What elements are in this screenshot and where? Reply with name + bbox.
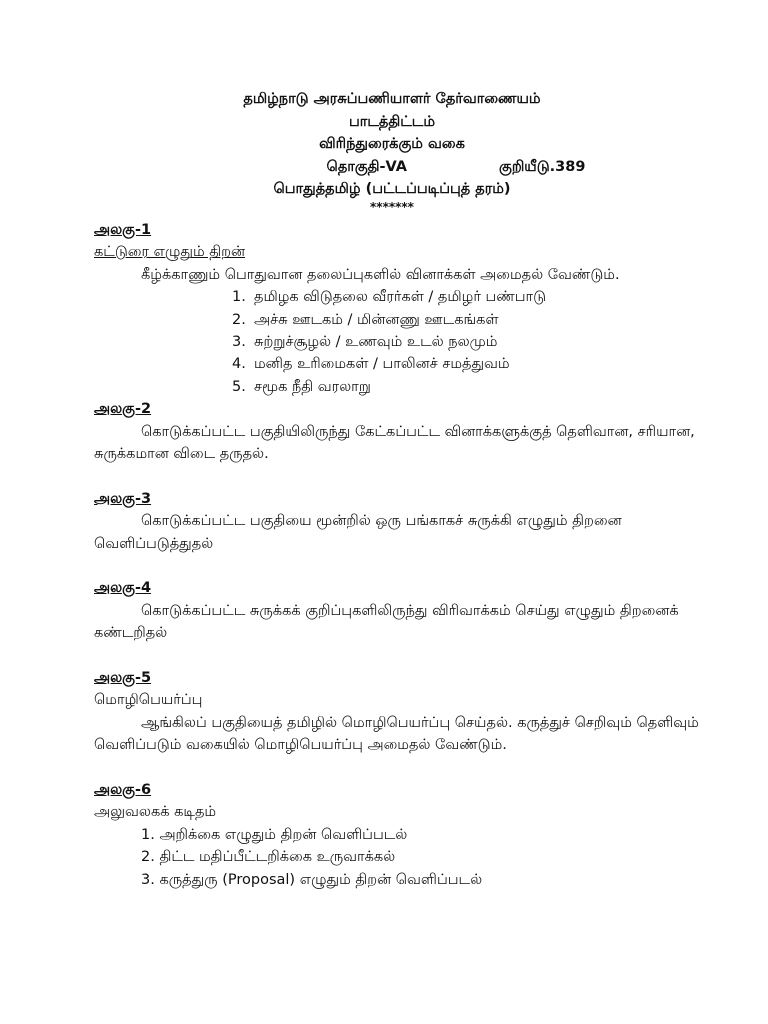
list-item-text: அச்சு ஊடகம் / மின்னணு ஊடகங்கள் (254, 311, 499, 328)
unit-1 (94, 219, 708, 398)
list-item (232, 353, 708, 375)
spacer (94, 645, 708, 667)
list-item (232, 331, 708, 353)
unit-paragraph: கொடுக்கப்பட்ட பகுதியிலிருந்து கேட்கப்பட்ட வினாக்களுக்குத் தெளிவான, சரியான, சுருக்கமான விடை தருதல். (94, 423, 695, 463)
unit-paragraph: கீழ்க்காணும் பொதுவான தலைப்புகளில் வினாக்கள் அமைதல் வேண்டும். (141, 266, 620, 283)
unit-heading: அலகு-4 (94, 580, 152, 597)
list-item-number: 5. (232, 378, 246, 395)
list-item-text: மனித உரிமைகள் / பாலினச் சமத்துவம் (254, 356, 510, 373)
document-header (76, 88, 708, 201)
unit-6 (94, 779, 708, 891)
group-code-row (76, 156, 708, 179)
list-item-number: 1. (232, 289, 246, 306)
list-item: 2. திட்ட மதிப்பீட்டறிக்கை உருவாக்கல் (141, 849, 396, 866)
syllabus-title: பாடத்திட்டம் (349, 113, 435, 130)
unit-3 (94, 488, 708, 555)
spacer (94, 757, 708, 779)
commission-title: தமிழ்நாடு அரசுப்பணியாளர் தேர்வாணையம் (243, 91, 541, 107)
code-label: குறியீடு.389 (499, 158, 586, 175)
separator-stars: ******* (370, 199, 414, 214)
topic-list (94, 286, 708, 398)
subject-title: பொதுத்தமிழ் (பட்டப்படிப்புத் தரம்) (273, 181, 511, 198)
spacer (94, 465, 708, 487)
list-item-text: சுற்றுச்சூழல் / உணவும் உடல் நலமும் (254, 334, 498, 350)
unit-subheading: கட்டுரை எழுதும் திறன் (94, 244, 246, 261)
spacer (94, 555, 708, 577)
unit-heading: அலகு-6 (94, 782, 152, 799)
list-item-number: 3. (232, 334, 246, 350)
unit-heading: அலகு-3 (94, 490, 152, 507)
list-item: 3. கருத்துரு (Proposal) எழுதும் திறன் வெளிப்படல் (141, 871, 483, 888)
unit-2 (94, 398, 708, 465)
unit-paragraph: ஆங்கிலப் பகுதியைத் தமிழில் மொழிபெயர்ப்பு செய்தல். கருத்துச் செறிவும் தெளிவும் வெளிப்படும் வகையில் மொழிபெயர்ப்பு அமைதல் வேண்டும். (94, 714, 699, 754)
list-item-number: 2. (232, 311, 246, 328)
list-item: 1. அறிக்கை எழுதும் திறன் வெளிப்படல் (141, 826, 408, 843)
group-label: தொகுதி-VA (326, 158, 408, 175)
unit-5 (94, 667, 708, 757)
unit-heading: அலகு-1 (94, 221, 152, 238)
list-item (232, 286, 708, 308)
list-item (232, 376, 708, 398)
list-item (232, 309, 708, 331)
unit-heading: அலகு-5 (94, 670, 152, 687)
unit-paragraph: கொடுக்கப்பட்ட பகுதியை மூன்றில் ஒரு பங்காகச் சுருக்கி எழுதும் திறனை வெளிப்படுத்துதல் (94, 513, 622, 552)
list-item-text: தமிழக விடுதலை வீரர்கள் / தமிழர் பண்பாடு (254, 289, 547, 306)
unit-subheading: அலுவலகக் கடிதம் (94, 804, 217, 821)
descriptive-type-title: விரிந்துரைக்கும் வகை (319, 136, 465, 153)
letter-list (94, 824, 708, 891)
unit-paragraph: கொடுக்கப்பட்ட சுருக்கக் குறிப்புகளிலிருந்து விரிவாக்கம் செய்து எழுதும் திறனைக் கண்டறிதல் (94, 602, 679, 642)
list-item-text: சமூக நீதி வரலாறு (254, 378, 371, 395)
list-item-number: 4. (232, 356, 246, 373)
unit-heading: அலகு-2 (94, 401, 152, 418)
unit-subheading: மொழிபெயர்ப்பு (94, 692, 203, 709)
unit-4 (94, 577, 708, 644)
